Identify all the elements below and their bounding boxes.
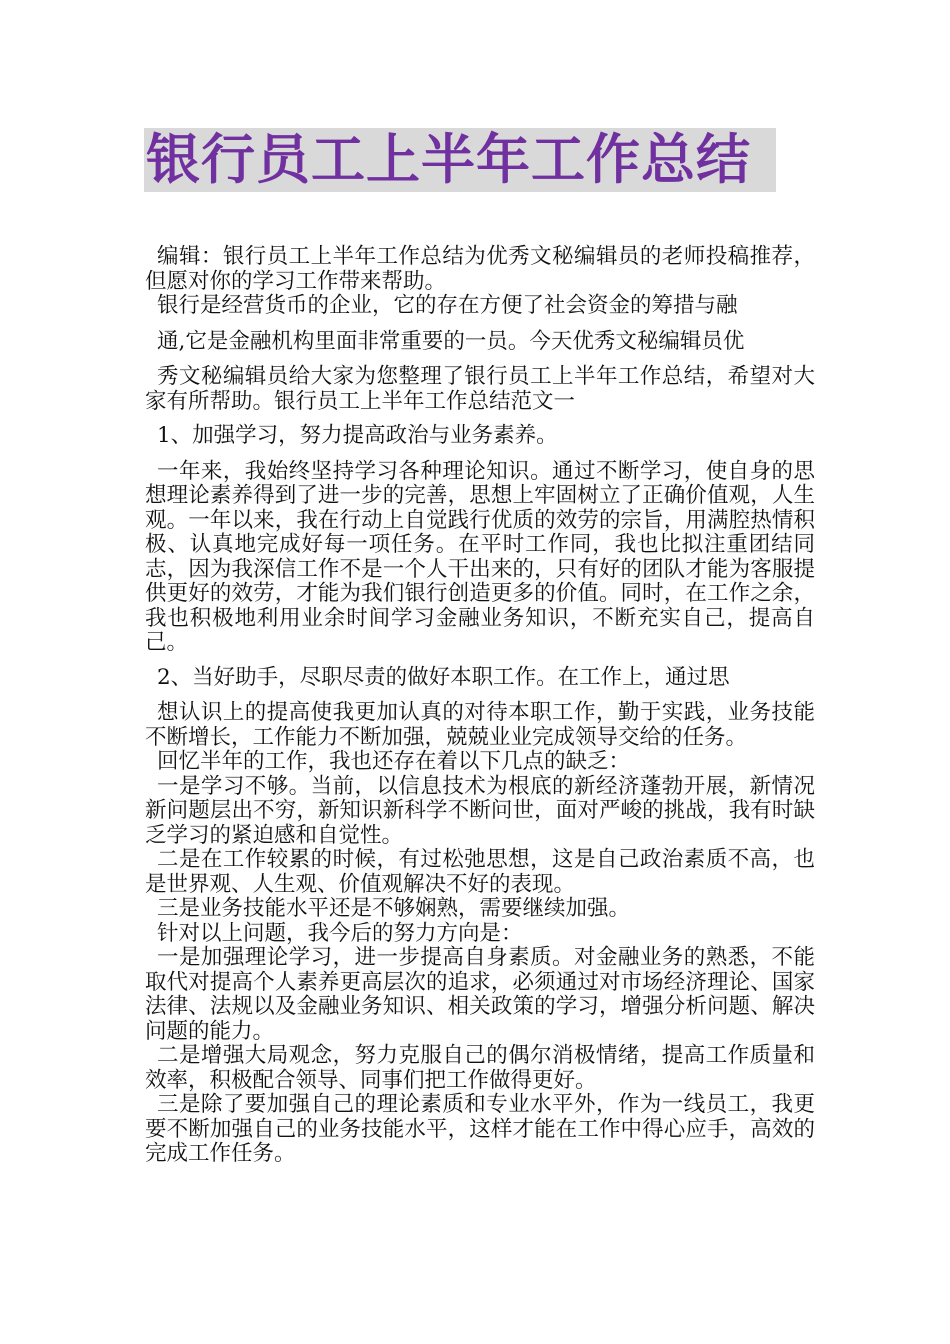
document-title: 银行员工上半年工作总结 (146, 128, 751, 191)
paragraph-shortcoming-2: 二是在工作较累的时候，有过松弛思想，这是自己政治素质不高，也是世界观、人生观、价值观解决不好的表现。 (145, 847, 815, 897)
paragraph-section-2: 想认识上的提高使我更加认真的对待本职工作，勤于实践，业务技能不断增长，工作能力不断加强，兢兢业业完成领导交给的任务。 (145, 700, 815, 750)
paragraph-direction-2: 二是增强大局观念，努力克服自己的偶尔消极情绪，提高工作质量和效率，积极配合领导、同事们把工作做得更好。 (145, 1043, 815, 1093)
paragraph-section-1: 一年来，我始终坚持学习各种理论知识。通过不断学习，使自身的思想理论素养得到了进一步的完善，思想上牢固树立了正确价值观，人生观。一年以来，我在行动上自觉践行优质的效劳的宗旨，用满腔热情积极、认真地完成好每一项任务。在平时工作同，我也比拟注重团结同志，因为我深信工作不是一个人干出来的，只有好的团队才能为客服提供更好的效劳，才能为我们银行创造更多的价值。同时，在工作之余，我也积极地利用业余时间学习金融业务知识，不断充实自己，提高自己。 (145, 458, 815, 655)
paragraph-direction-3: 三是除了要加强自己的理论素质和专业水平外，作为一线员工，我更要不断加强自己的业务技能水平，这样才能在工作中得心应手，高效的完成工作任务。 (145, 1092, 815, 1166)
paragraph-editor-note: 编辑：银行员工上半年工作总结为优秀文秘编辑员的老师投稿推荐，但愿对你的学习工作带来帮助。 (145, 244, 815, 294)
section-heading-1: 1、加强学习，努力提高政治与业务素养。 (157, 423, 558, 448)
paragraph-intro-line-2: 通,它是金融机构里面非常重要的一员。今天优秀文秘编辑员优 (157, 328, 745, 354)
document-body (145, 245, 815, 1167)
paragraph-intro-line-3: 秀文秘编辑员给大家为您整理了银行员工上半年工作总结，希望对大家有所帮助。银行员工上半年工作总结范文一 (145, 364, 815, 414)
paragraph-intro-line-1: 银行是经营货币的企业，它的存在方便了社会资金的筹措与融 (157, 293, 738, 318)
paragraph-direction-1: 一是加强理论学习，进一步提高自身素质。对金融业务的熟悉，不能取代对提高个人素养更高层次的追求，必须通过对市场经济理论、国家法律、法规以及金融业务知识、相关政策的学习，增强分析问题、解决问题的能力。 (145, 945, 815, 1044)
paragraph-direction-intro: 针对以上问题，我今后的努力方向是： (157, 920, 523, 946)
paragraph-shortcoming-1: 一是学习不够。当前，以信息技术为根底的新经济蓬勃开展，新情况新问题层出不穷，新知识新科学不断问世，面对严峻的挑战，我有时缺乏学习的紧迫感和自觉性。 (145, 773, 815, 848)
paragraph-shortcoming-3: 三是业务技能水平还是不够娴熟，需要继续加强。 (157, 896, 631, 921)
section-heading-2: 2、当好助手，尽职尽责的做好本职工作。在工作上，通过思 (157, 664, 730, 690)
paragraph-shortcomings-intro: 回忆半年的工作，我也还存在着以下几点的缺乏： (157, 749, 631, 774)
